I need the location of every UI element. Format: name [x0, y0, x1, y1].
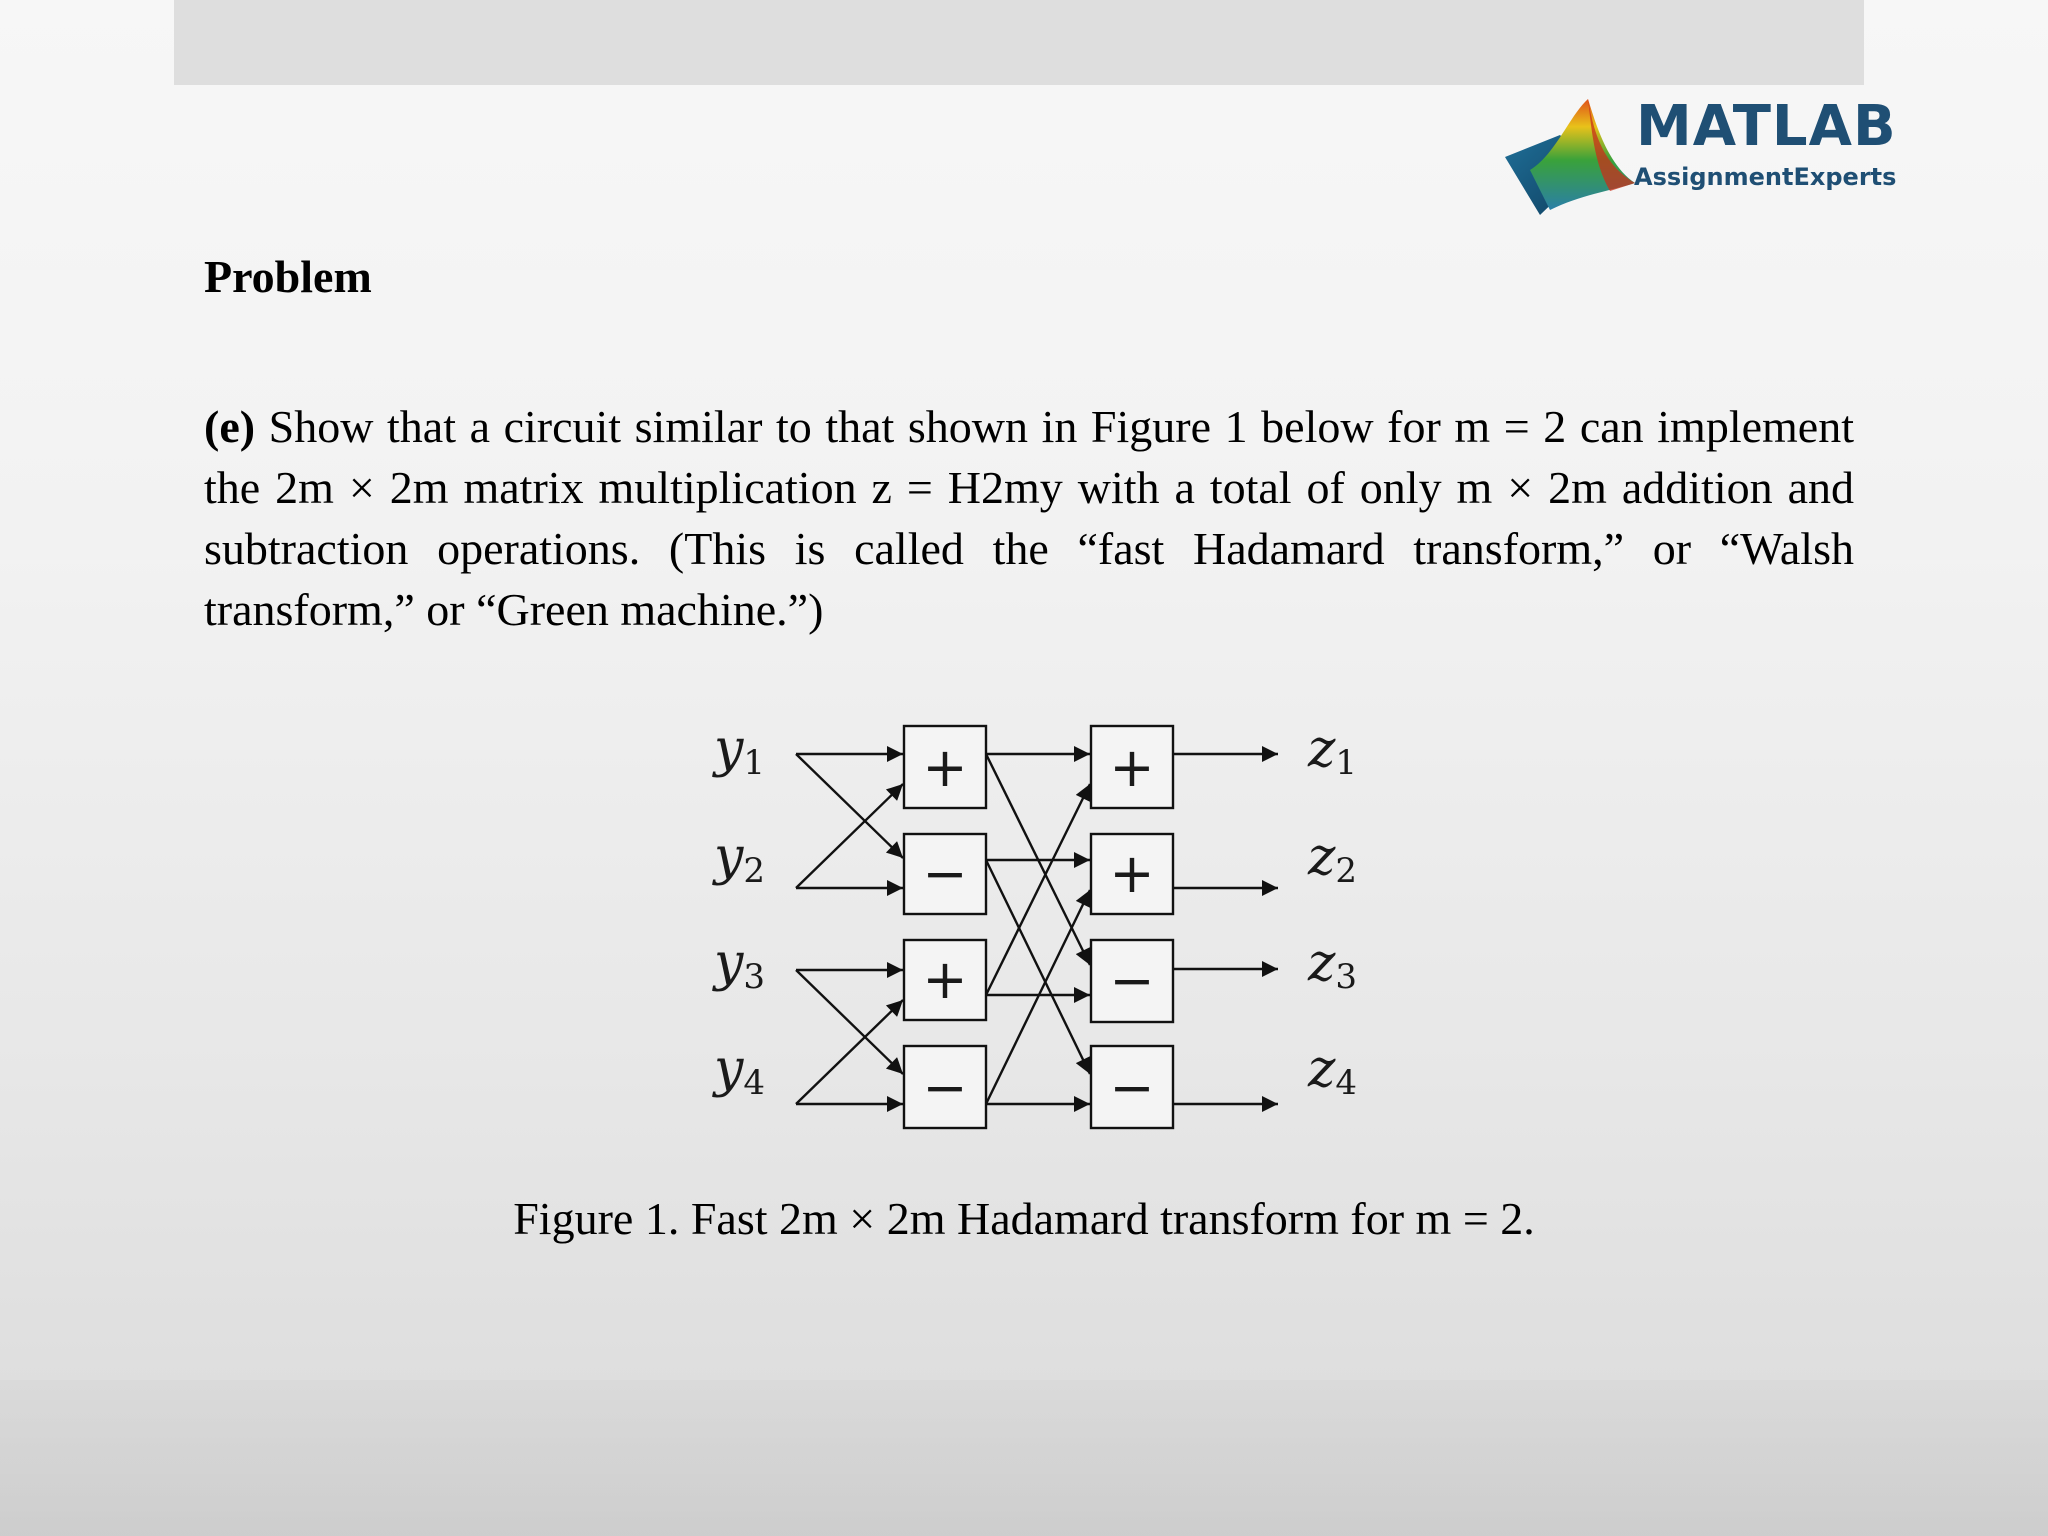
stage1-op-3: +	[922, 948, 968, 1011]
logo-wordmark: MATLAB	[1636, 94, 1897, 159]
input-label-y1: y1	[714, 719, 766, 783]
stage2-op-2: +	[1109, 842, 1155, 905]
stage2-op-4: −	[1109, 1056, 1155, 1119]
stage2-op-3: −	[1109, 949, 1155, 1012]
input-label-y2: y2	[714, 827, 766, 891]
part-label: (e)	[204, 401, 256, 452]
stage1-op-4: −	[922, 1056, 968, 1119]
figure-caption: Figure 1. Fast 2m × 2m Hadamard transform for m = 2.	[513, 1193, 1535, 1244]
output-label-z1: z1	[1308, 719, 1358, 783]
wire	[796, 784, 903, 888]
matlab-logo	[1500, 95, 1900, 220]
logo-subtitle: AssignmentExperts	[1634, 163, 1897, 191]
stage1-op-2: −	[922, 842, 968, 905]
footer-band	[0, 1380, 2048, 1536]
stage1-op-1: +	[922, 736, 968, 799]
wire	[986, 890, 1090, 1104]
problem-text: Show that a circuit similar to that shown in Figure 1 below for m = 2 can implement the 2m × 2m matrix multiplication z = H2my with a total of only m × 2m addition and subtraction operations. (This is called the “fast Hadamard transform,” or “Walsh transform,” or “Green machine.”)	[204, 401, 1854, 635]
output-label-z2: z2	[1308, 827, 1358, 891]
membrane-logo-icon	[1500, 95, 1640, 220]
stage2-op-1: +	[1109, 736, 1155, 799]
output-label-z4: z4	[1308, 1039, 1358, 1103]
circuit-wires	[796, 754, 1278, 1104]
wire	[796, 754, 903, 858]
header-band	[174, 0, 1864, 85]
section-heading: Problem	[204, 251, 372, 302]
input-label-y4: y4	[714, 1039, 766, 1103]
wire	[796, 1000, 903, 1104]
input-label-y3: y3	[714, 933, 766, 997]
output-label-z3: z3	[1308, 933, 1358, 997]
wire	[796, 970, 903, 1074]
problem-statement	[204, 396, 1854, 640]
hadamard-circuit-figure	[700, 700, 1380, 1145]
circuit-diagram	[700, 700, 1380, 1140]
